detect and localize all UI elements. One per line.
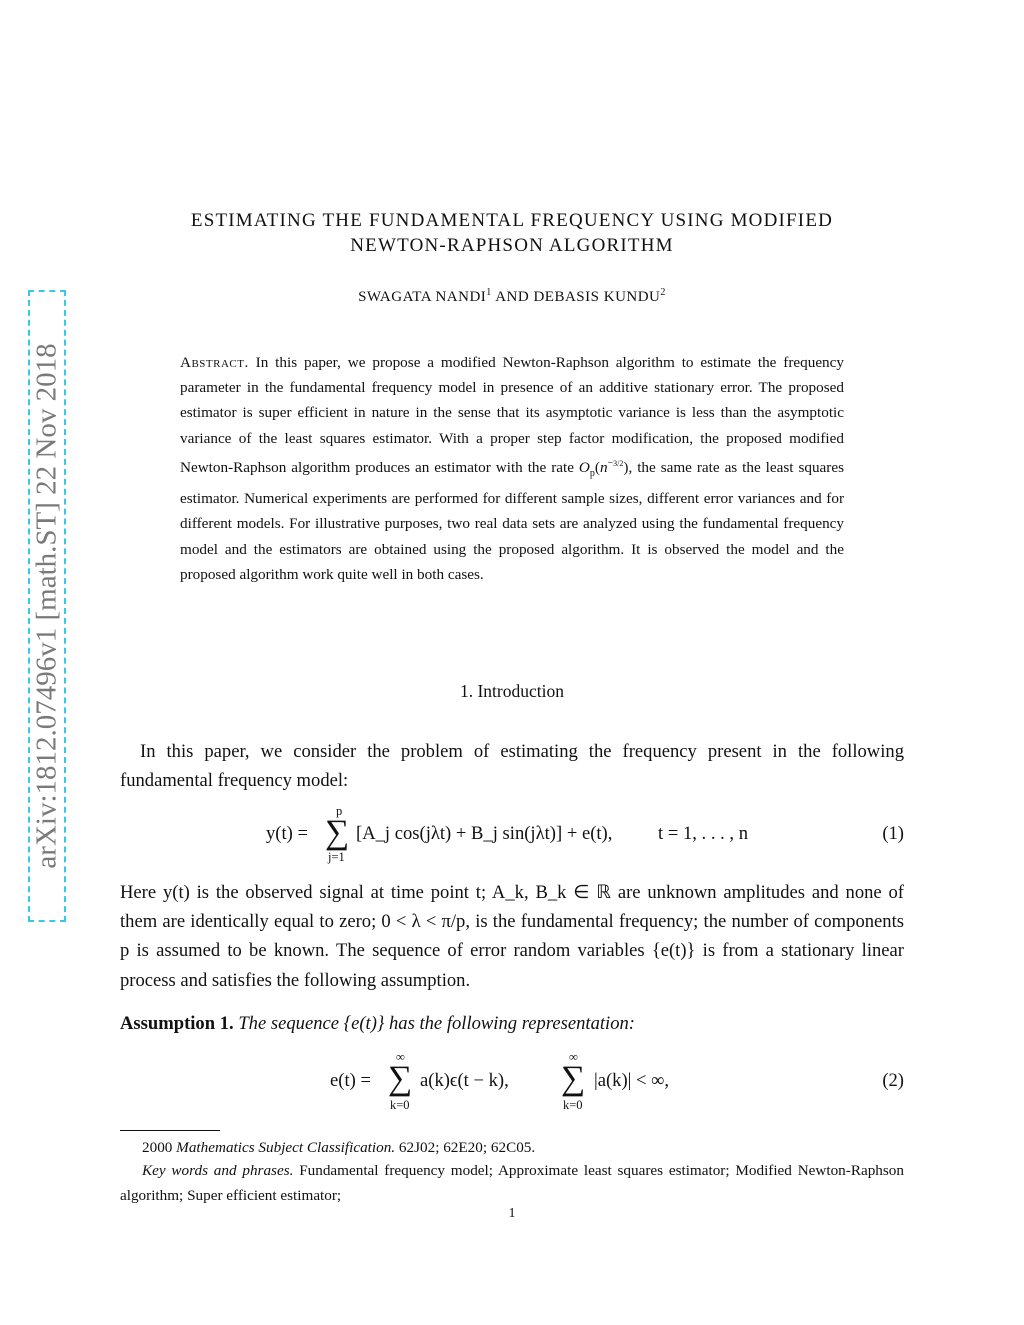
abstract-label: Abstract.	[180, 354, 249, 371]
section-title: 1. Introduction	[459, 681, 564, 701]
eq1-body: [A_j cos(jλt) + B_j sin(jλt)] + e(t),	[356, 823, 613, 844]
eq2-sum2-upper: ∞	[569, 1050, 578, 1064]
author-1-affiliation: 1	[486, 287, 492, 298]
eq1-sum-lower: j=1	[328, 850, 345, 864]
author-2-affiliation: 2	[660, 287, 666, 298]
eq2-number: (2)	[882, 1070, 904, 1091]
assumption-text: The sequence {e(t)} has the following representation:	[238, 1013, 635, 1034]
footnote-keywords	[120, 1158, 904, 1208]
author-1: SWAGATA NANDI	[358, 289, 487, 305]
eq1-range: t = 1, . . . , n	[658, 823, 749, 844]
authors-and: AND	[491, 289, 534, 305]
footnote-msc	[120, 1135, 904, 1160]
keywords-text: Fundamental frequency model; Approximate least squares estimator; Modified Newton-Raphson algorithm; Super efficient estimator;	[120, 1162, 904, 1204]
eq1-sum-symbol: ∑	[325, 814, 350, 851]
eq2-lhs: e(t) =	[330, 1070, 371, 1091]
msc-codes: 62J02; 62E20; 62C05.	[395, 1139, 536, 1156]
title-line-2: NEWTON-RAPHSON ALGORITHM	[350, 235, 674, 256]
assumption-label: Assumption 1.	[120, 1013, 234, 1034]
eq2-body1: a(k)ϵ(t − k),	[420, 1070, 509, 1091]
msc-prefix: 2000	[142, 1139, 177, 1156]
eq2-body2: |a(k)| < ∞,	[594, 1070, 670, 1091]
author-2: DEBASIS KUNDU	[533, 289, 661, 305]
eq2-sum1-lower: k=0	[390, 1098, 410, 1112]
arxiv-stamp	[28, 290, 66, 922]
section-heading	[120, 681, 904, 702]
arxiv-id: arXiv:1812.07496v1 [math.ST] 22 Nov 2018	[30, 343, 63, 869]
eq2-sum2-symbol: ∑	[561, 1060, 586, 1097]
eq1-number: (1)	[882, 823, 904, 844]
title-line-1: ESTIMATING THE FUNDAMENTAL FREQUENCY USING MODIFIED	[190, 210, 834, 231]
paper-title	[120, 208, 904, 258]
msc-label: Mathematics Subject Classification.	[176, 1139, 396, 1156]
body-paragraph-2: Here y(t) is the observed signal at time point t; A_k, B_k ∈ ℝ are unknown amplitudes and none of them are identically equal to zero; 0 < λ < π/p, is the fundamental frequency; the number of components p is assumed to be known. The sequence of error random variables {e(t)} is from a stationary linear process and satisfies the following assumption.	[120, 882, 904, 991]
eq1-sum-upper: p	[336, 804, 343, 818]
eq2-sum1-upper: ∞	[396, 1050, 405, 1064]
abstract-text-1: In this paper, we propose a modified Newton-Raphson algorithm to estimate the frequency parameter in the fundamental frequency model in presence of an additive stationary error. The proposed estimator is super efficient in nature in the sense that its asymptotic variance is less than the asymptotic variance of the least squares estimator. With a proper step factor modification, the proposed modified Newton-Raphson algorithm produces an estimator with the rate	[180, 354, 844, 476]
authors	[120, 287, 904, 306]
abstract-rate: $O_p(n^{-3/2})$	[578, 457, 629, 479]
assumption-1	[120, 1013, 904, 1035]
eq2-sum2-lower: k=0	[563, 1098, 583, 1112]
equation-1	[120, 804, 904, 870]
footnote-rule	[120, 1130, 220, 1131]
abstract	[180, 350, 844, 587]
keywords-label: Key words and phrases.	[142, 1162, 294, 1179]
eq2-sum1-symbol: ∑	[388, 1060, 413, 1097]
page-number: 1	[508, 1206, 516, 1221]
abstract-text-2: , the same rate as the least squares estimator. Numerical experiments are performed for different sample sizes, different error variances and for different models. For illustrative purposes, two real data sets are analyzed using the fundamental frequency model and the estimators are obtained using the proposed algorithm. It is observed the model and the proposed algorithm work quite well in both cases.	[180, 458, 844, 583]
equation-2	[120, 1050, 904, 1115]
eq1-lhs: y(t) =	[266, 823, 308, 844]
intro-paragraph: In this paper, we consider the problem of estimating the frequency present in the following fundamental frequency model:	[120, 741, 904, 792]
